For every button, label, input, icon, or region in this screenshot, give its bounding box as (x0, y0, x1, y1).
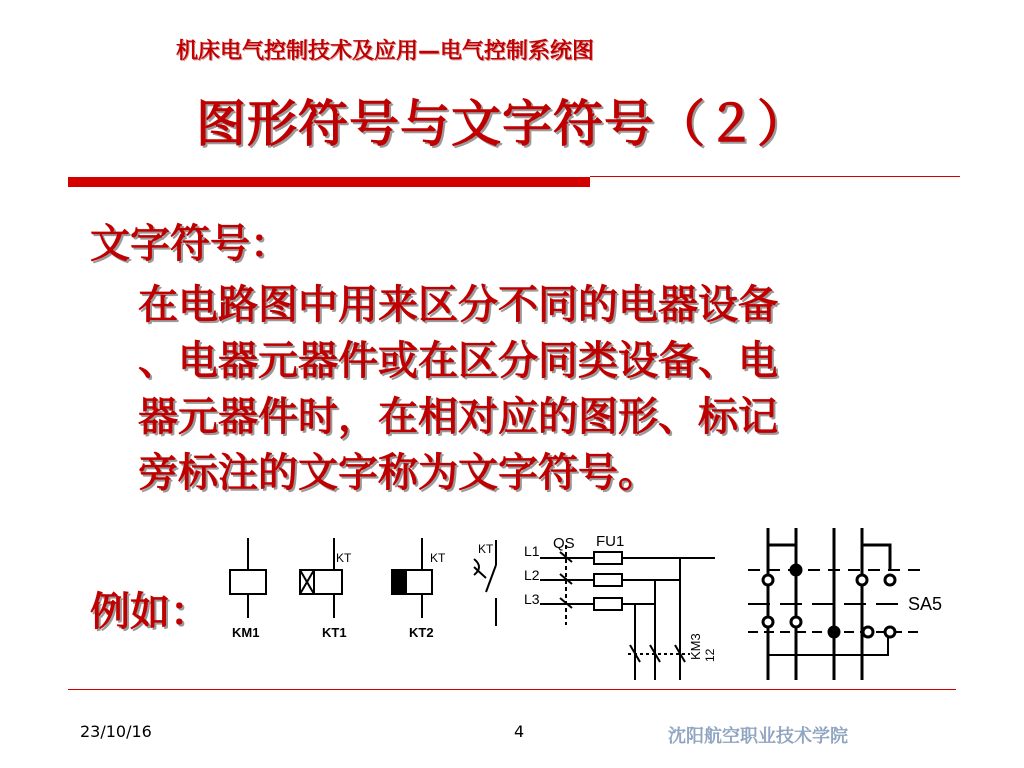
footer-date: 23/10/16 (80, 722, 152, 741)
title-underline-thin (590, 176, 960, 177)
num-label: 12 (703, 648, 717, 662)
definition-paragraph (138, 277, 958, 501)
power-circuit-diagram (540, 545, 715, 680)
l3-label: L3 (524, 591, 540, 607)
selector-switch-diagram (748, 528, 920, 680)
paragraph-line: 、电器元器件或在区分同类设备、电 (138, 338, 778, 384)
footer-divider (68, 689, 956, 690)
km-label: KM3 (688, 633, 703, 660)
paragraph-line: 器元器件时，在相对应的图形、标记 (138, 394, 778, 440)
slide-title: 图形符号与文字符号（２） (196, 95, 808, 153)
contact-kt-tag: KT (478, 542, 494, 556)
coil-km1-symbol (230, 538, 266, 618)
coil-kt1-symbol (300, 538, 342, 618)
l2-label: L2 (524, 567, 540, 583)
example-label: 例如： (90, 589, 210, 635)
coil-kt1-tag: KT (336, 551, 352, 565)
coil-label-km1: KM1 (232, 625, 260, 640)
coil-label-kt1: KT1 (322, 625, 347, 640)
paragraph-line: 旁标注的文字称为文字符号。 (138, 450, 658, 496)
l1-label: L1 (524, 543, 540, 559)
title-underline-thick (68, 177, 590, 187)
coil-kt2-symbol (392, 538, 432, 618)
switch-label: SA5 (908, 594, 943, 614)
page-number: 4 (514, 722, 525, 741)
paragraph-line: 在电路图中用来区分不同的电器设备 (138, 282, 778, 328)
fu-label: FU1 (596, 533, 625, 550)
coil-label-kt2: KT2 (409, 625, 434, 640)
qs-label: QS (553, 535, 575, 552)
section-label: 文字符号： (90, 221, 290, 267)
time-delay-contact-symbol (474, 540, 496, 626)
coil-kt2-tag: KT (430, 551, 446, 565)
footer-school: 沈阳航空职业技术学院 (668, 726, 848, 747)
slide-subtitle: 机床电气控制技术及应用—电气控制系统图 (176, 39, 595, 64)
